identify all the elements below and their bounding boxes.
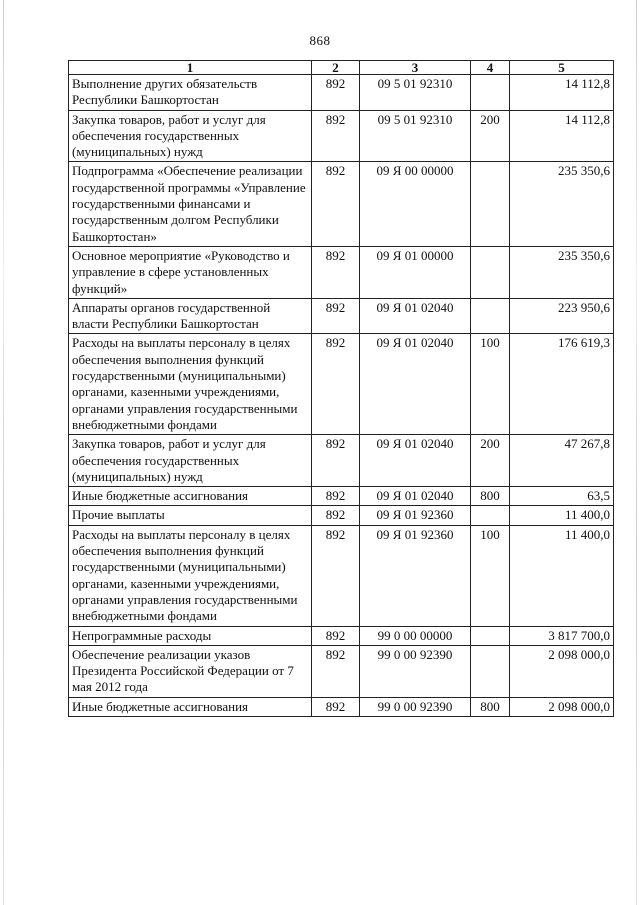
row-grbs-code: 892	[312, 506, 360, 525]
row-amount: 47 267,8	[510, 435, 614, 487]
row-grbs-code: 892	[312, 298, 360, 334]
table-row	[69, 435, 614, 487]
table-row	[69, 334, 614, 435]
row-target-article: 09 Я 01 02040	[360, 334, 471, 435]
row-name: Иные бюджетные ассигнования	[69, 487, 312, 506]
page-number: 868	[309, 33, 331, 48]
row-name: Иные бюджетные ассигнования	[69, 697, 312, 716]
row-name: Закупка товаров, работ и услуг для обеспечения государственных (муниципальных) нужд	[69, 435, 312, 487]
row-name: Обеспечение реализации указов Президента Российской Федерации от 7 мая 2012 года	[69, 645, 312, 697]
header-col-5: 5	[510, 61, 614, 75]
table-row	[69, 506, 614, 525]
row-grbs-code: 892	[312, 645, 360, 697]
row-amount: 3 817 700,0	[510, 626, 614, 645]
row-target-article: 09 5 01 92310	[360, 110, 471, 162]
table-row	[69, 626, 614, 645]
row-name: Прочие выплаты	[69, 506, 312, 525]
row-target-article: 99 0 00 00000	[360, 626, 471, 645]
table-row	[69, 487, 614, 506]
row-expense-type	[471, 246, 510, 298]
row-grbs-code: 892	[312, 75, 360, 111]
row-grbs-code: 892	[312, 246, 360, 298]
row-amount: 14 112,8	[510, 110, 614, 162]
table-row	[69, 75, 614, 111]
row-expense-type	[471, 162, 510, 246]
row-expense-type	[471, 506, 510, 525]
row-expense-type: 200	[471, 435, 510, 487]
header-col-1: 1	[69, 61, 312, 75]
table-row	[69, 525, 614, 626]
row-name: Подпрограмма «Обеспечение реализации государственной программы «Управление государственными финансами и государственным долгом Республики Башкортостан»	[69, 162, 312, 246]
row-grbs-code: 892	[312, 110, 360, 162]
row-amount: 11 400,0	[510, 506, 614, 525]
left-margin-line	[3, 0, 4, 905]
row-target-article: 09 Я 01 02040	[360, 435, 471, 487]
row-expense-type: 100	[471, 334, 510, 435]
row-expense-type	[471, 75, 510, 111]
row-target-article: 09 Я 01 02040	[360, 298, 471, 334]
row-amount: 223 950,6	[510, 298, 614, 334]
row-grbs-code: 892	[312, 697, 360, 716]
right-margin-line	[636, 0, 637, 905]
row-grbs-code: 892	[312, 626, 360, 645]
row-expense-type	[471, 298, 510, 334]
row-name: Расходы на выплаты персоналу в целях обеспечения выполнения функций государственными (муниципальными) органами, казенными учреждениями, органами управления государственными внебюджетными фондами	[69, 525, 312, 626]
row-grbs-code: 892	[312, 334, 360, 435]
row-grbs-code: 892	[312, 435, 360, 487]
row-expense-type: 800	[471, 697, 510, 716]
header-col-2: 2	[312, 61, 360, 75]
row-name: Закупка товаров, работ и услуг для обеспечения государственных (муниципальных) нужд	[69, 110, 312, 162]
row-grbs-code: 892	[312, 487, 360, 506]
row-target-article: 99 0 00 92390	[360, 645, 471, 697]
row-target-article: 09 Я 01 00000	[360, 246, 471, 298]
table-row	[69, 246, 614, 298]
row-expense-type: 100	[471, 525, 510, 626]
row-target-article: 99 0 00 92390	[360, 697, 471, 716]
header-col-3: 3	[360, 61, 471, 75]
row-name: Непрограммные расходы	[69, 626, 312, 645]
row-amount: 235 350,6	[510, 162, 614, 246]
row-amount: 176 619,3	[510, 334, 614, 435]
row-name: Аппараты органов государственной власти Республики Башкортостан	[69, 298, 312, 334]
row-amount: 235 350,6	[510, 246, 614, 298]
row-name: Расходы на выплаты персоналу в целях обеспечения выполнения функций государственными (муниципальными) органами, казенными учреждениями, органами управления государственными внебюджетными фондами	[69, 334, 312, 435]
row-amount: 2 098 000,0	[510, 697, 614, 716]
row-name: Основное мероприятие «Руководство и управление в сфере установленных функций»	[69, 246, 312, 298]
row-amount: 11 400,0	[510, 525, 614, 626]
row-target-article: 09 Я 00 00000	[360, 162, 471, 246]
row-target-article: 09 5 01 92310	[360, 75, 471, 111]
row-amount: 2 098 000,0	[510, 645, 614, 697]
row-target-article: 09 Я 01 02040	[360, 487, 471, 506]
budget-table	[68, 60, 614, 717]
row-expense-type: 800	[471, 487, 510, 506]
row-target-article: 09 Я 01 92360	[360, 506, 471, 525]
table-row	[69, 298, 614, 334]
row-target-article: 09 Я 01 92360	[360, 525, 471, 626]
row-expense-type	[471, 645, 510, 697]
table-row	[69, 697, 614, 716]
table-row	[69, 645, 614, 697]
table-row	[69, 162, 614, 246]
row-amount: 63,5	[510, 487, 614, 506]
row-grbs-code: 892	[312, 162, 360, 246]
table-row	[69, 110, 614, 162]
row-grbs-code: 892	[312, 525, 360, 626]
row-expense-type: 200	[471, 110, 510, 162]
row-amount: 14 112,8	[510, 75, 614, 111]
header-col-4: 4	[471, 61, 510, 75]
row-expense-type	[471, 626, 510, 645]
row-name: Выполнение других обязательств Республики Башкортостан	[69, 75, 312, 111]
table-header-row	[69, 61, 614, 75]
